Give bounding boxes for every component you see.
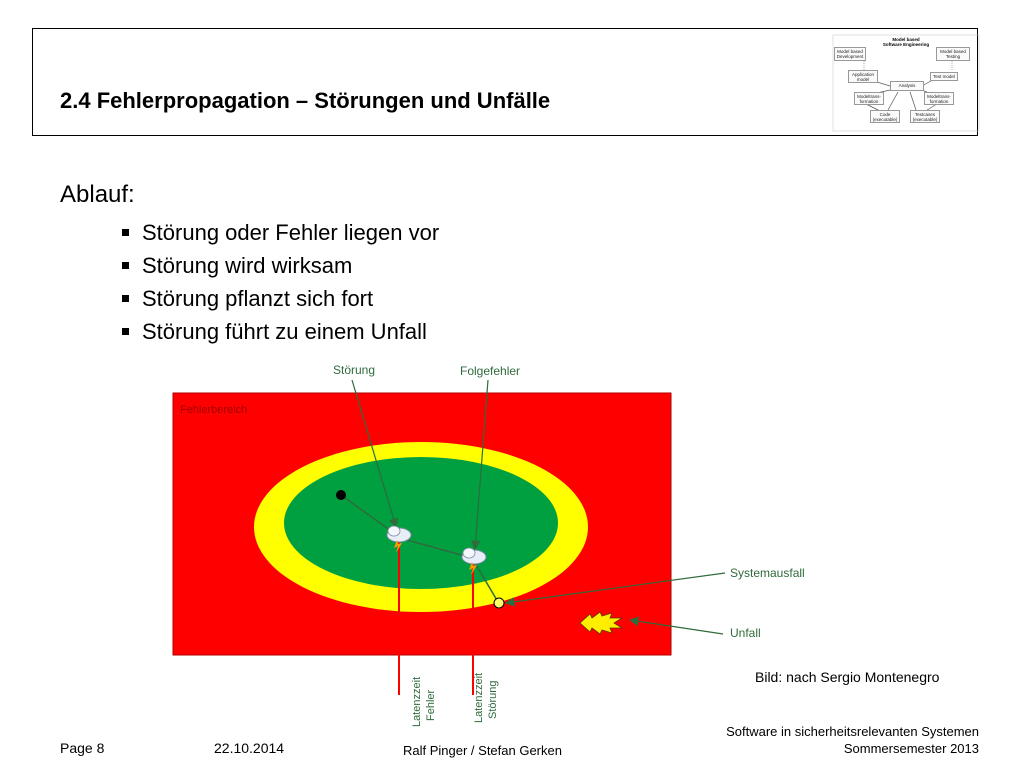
latency-fehler-label-2: Fehler — [425, 689, 437, 721]
logo-box-app — [848, 70, 878, 83]
footer-semester: Sommersemester 2013 — [843, 741, 979, 756]
bullet-text: Störung führt zu einem Unfall — [142, 319, 427, 344]
logo-dev-line2: Development — [836, 54, 864, 59]
fault-area-label: Fehlerbereich — [180, 404, 248, 416]
logo-title-line2: Software Engineering — [882, 42, 930, 47]
square-bullet-icon — [122, 295, 129, 302]
latency-stoerung-label-1: Latenzzeit — [473, 672, 485, 723]
logo-code-line2: (executable) — [872, 117, 898, 122]
list-item — [122, 218, 439, 251]
logo-mt1-line2: formation — [859, 99, 879, 104]
square-bullet-icon — [122, 262, 129, 269]
fault-propagation-diagram — [170, 355, 820, 730]
logo-tc-line2: (executable) — [912, 117, 938, 122]
mbse-logo — [832, 34, 980, 132]
page-number: Page 8 — [60, 740, 105, 756]
logo-code-line1: Code — [879, 112, 891, 117]
logo-box-mt2 — [924, 92, 954, 105]
logo-box-testcases — [910, 110, 940, 123]
systemausfall-label: Systemausfall — [730, 566, 805, 580]
square-bullet-icon — [122, 229, 129, 236]
origin-dot — [336, 490, 346, 500]
logo-testmodel-label: Test model — [933, 74, 955, 79]
logo-app-line1: Application — [851, 72, 874, 77]
list-item — [122, 317, 439, 350]
latency-stoerung-label-2: Störung — [487, 680, 499, 719]
list-item — [122, 284, 439, 317]
logo-test-line2: Testing — [945, 54, 961, 59]
slide-title: 2.4 Fehlerpropagation – Störungen und Unfälle — [60, 88, 551, 113]
logo-dev-line1: Model based — [837, 49, 863, 54]
logo-box-analysis — [890, 81, 924, 91]
logo-box-code — [870, 110, 900, 123]
list-item — [122, 251, 439, 284]
footer-course: Software in sicherheitsrelevanten Systemen — [726, 724, 979, 739]
logo-box-dev — [834, 47, 866, 61]
bullet-text: Störung pflanzt sich fort — [142, 286, 374, 311]
logo-test-line1: Model based — [940, 49, 966, 54]
logo-analysis-label: Analysis — [898, 83, 916, 88]
green-core — [284, 457, 558, 589]
folgefehler-label: Folgefehler — [460, 364, 521, 378]
logo-tc-line1: Testcases — [914, 112, 935, 117]
system-failure-icon — [494, 598, 504, 608]
square-bullet-icon — [122, 328, 129, 335]
logo-title-line1: Model based — [892, 37, 920, 42]
logo-box-testmodel — [930, 72, 958, 81]
logo-app-line2: model — [856, 77, 870, 82]
bullet-text: Störung wird wirksam — [142, 253, 353, 278]
footer-authors: Ralf Pinger / Stefan Gerken — [403, 743, 562, 758]
bullet-text: Störung oder Fehler liegen vor — [142, 220, 440, 245]
logo-mt1-line1: Modeltrans- — [857, 94, 881, 99]
logo-box-mt1 — [854, 92, 884, 105]
logo-mt2-line2: formation — [929, 99, 949, 104]
logo-mt2-line1: Modeltrans- — [927, 94, 951, 99]
footer-date: 22.10.2014 — [214, 740, 285, 756]
logo-box-test — [936, 47, 970, 61]
unfall-label: Unfall — [730, 626, 761, 640]
latency-fehler-label-1: Latenzzeit — [411, 676, 423, 727]
image-caption: Bild: nach Sergio Montenegro — [755, 669, 940, 685]
bullet-list — [122, 218, 439, 350]
intro-heading: Ablauf: — [60, 181, 135, 208]
stoerung-label: Störung — [333, 363, 376, 377]
